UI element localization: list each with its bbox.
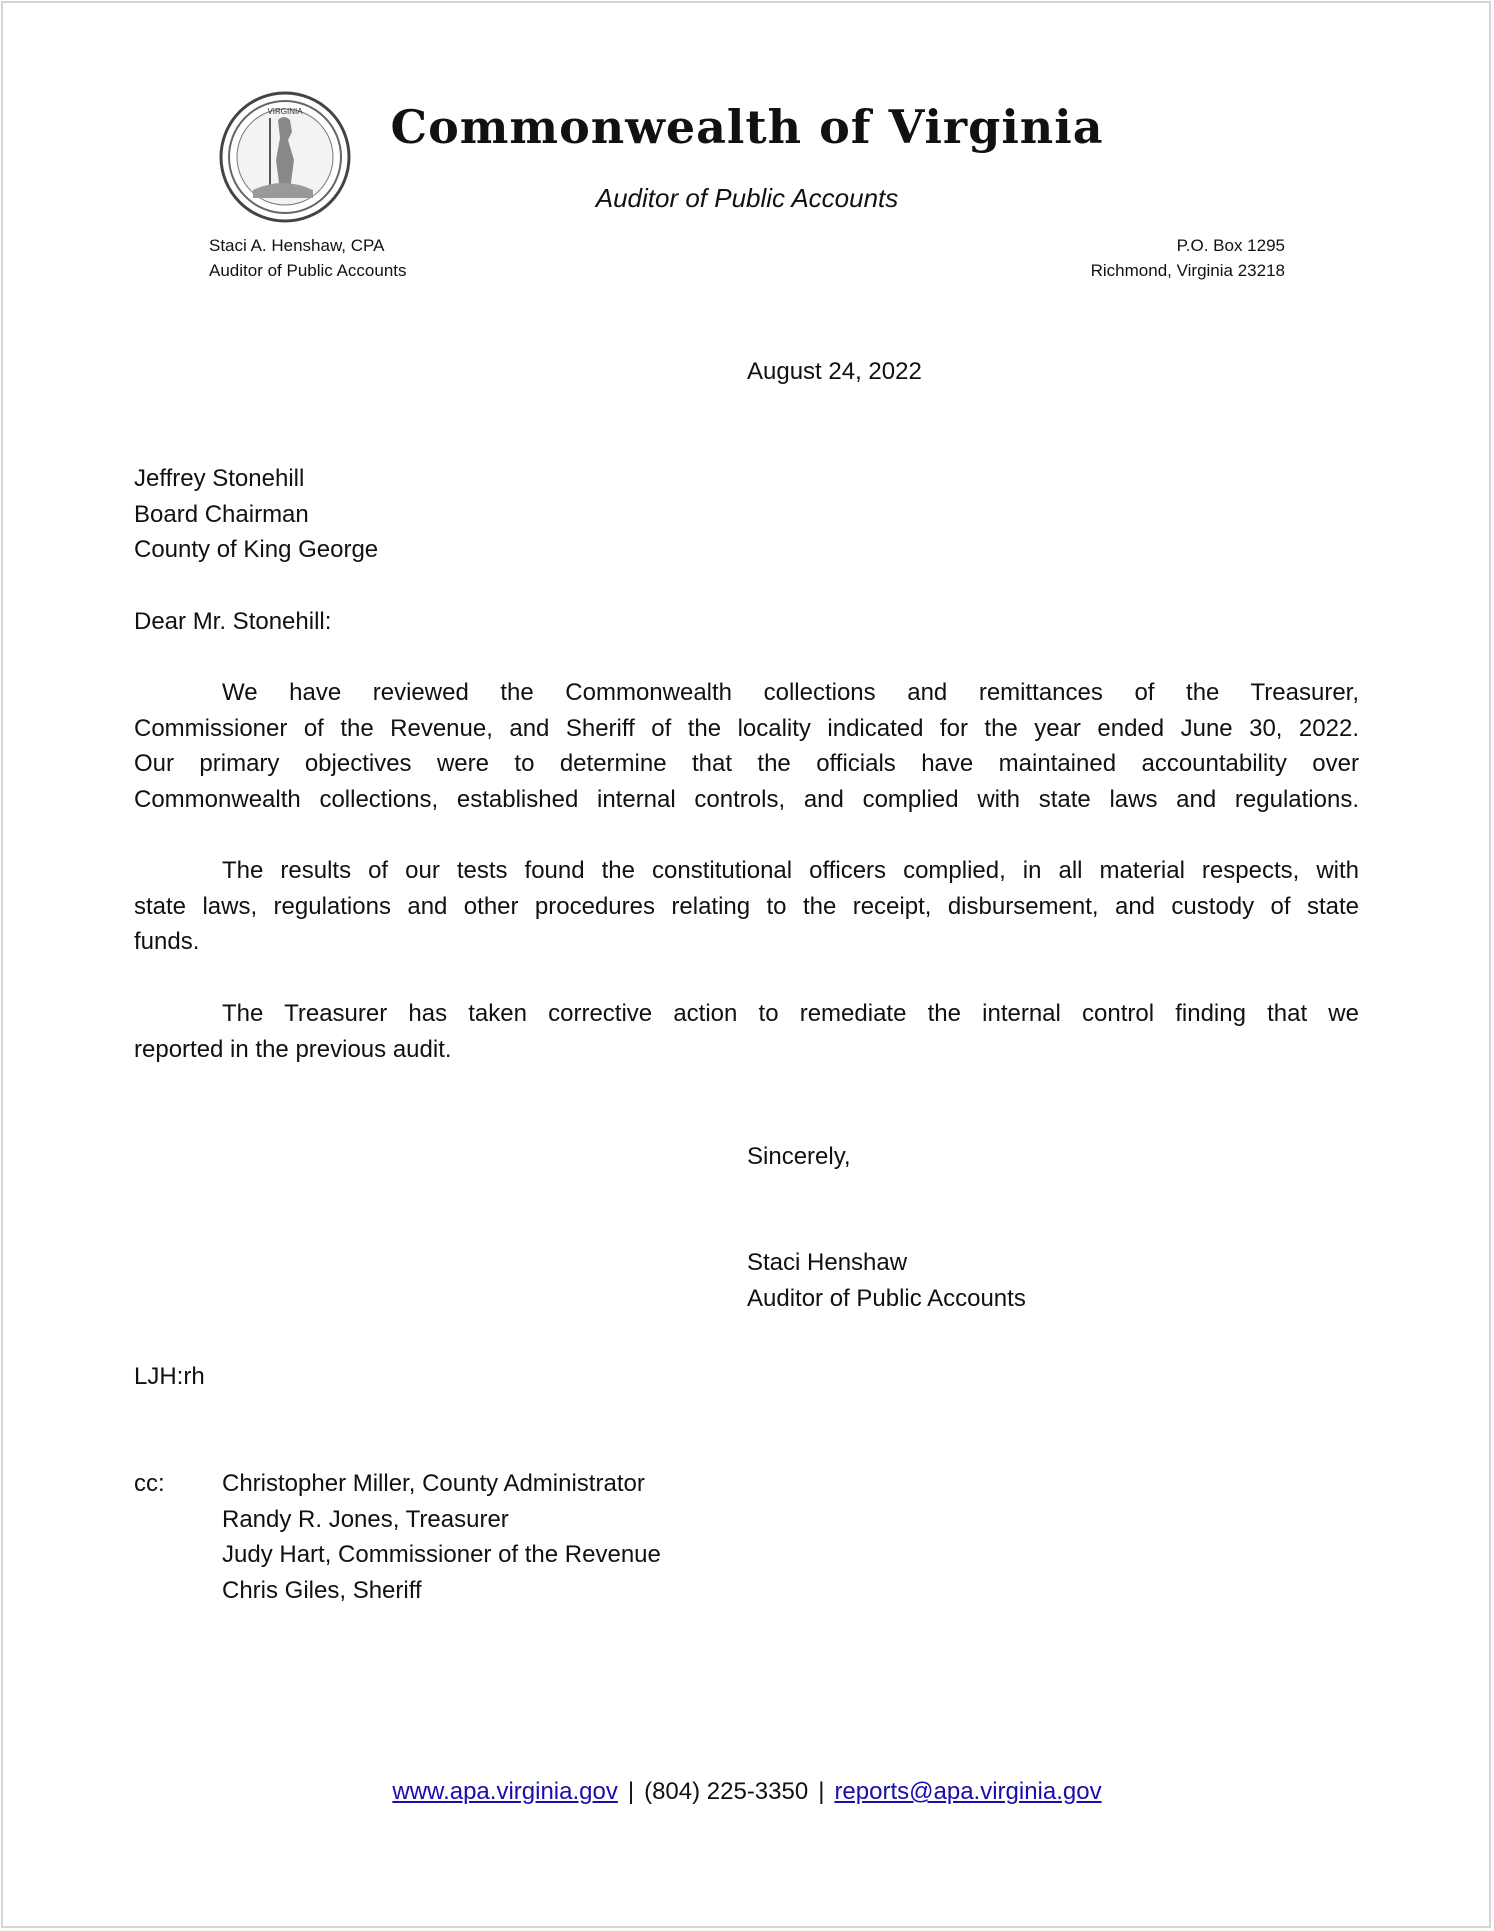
signature-block — [747, 1245, 1026, 1316]
paragraph-line: We have reviewed the Commonwealth collections and remittances of the Treasurer, — [222, 679, 1359, 706]
addressee-title: Board Chairman — [134, 500, 309, 528]
letterhead-right — [1091, 233, 1285, 283]
cc-recipient: Christopher Miller, County Administrator — [222, 1470, 645, 1497]
cc-recipient: Chris Giles, Sheriff — [222, 1577, 422, 1605]
paragraph-line: funds. — [134, 928, 200, 956]
letter-date: August 24, 2022 — [747, 358, 922, 385]
cc-recipient: Judy Hart, Commissioner of the Revenue — [222, 1541, 661, 1569]
auditor-name: Staci A. Henshaw, CPA — [209, 236, 385, 255]
cc-list — [222, 1466, 661, 1609]
addressee-block — [134, 461, 378, 568]
paragraph-line: Our primary objectives were to determine that the officials have maintained accountability over — [134, 750, 1359, 778]
paragraph-line: reported in the previous audit. — [134, 1035, 452, 1063]
paragraph-line: The Treasurer has taken corrective action to remediate the internal control finding that we — [222, 1000, 1359, 1027]
paragraph-line: Commonwealth collections, established internal controls, and complied with state laws and regulations. — [134, 786, 1359, 814]
addressee-name: Jeffrey Stonehill — [134, 465, 305, 492]
cc-label: cc: — [134, 1470, 165, 1497]
website-link[interactable]: www.apa.virginia.gov — [392, 1778, 618, 1805]
po-box: P.O. Box 1295 — [1176, 236, 1285, 255]
separator: | — [818, 1778, 825, 1805]
initials: LJH:rh — [134, 1363, 205, 1390]
letterhead-title: Commonwealth of Virginia — [390, 100, 1104, 154]
cc-recipient: Randy R. Jones, Treasurer — [222, 1505, 509, 1533]
paragraph-line: state laws, regulations and other procedures relating to the receipt, disbursement, and custody of state — [134, 892, 1359, 920]
letterhead-subtitle: Auditor of Public Accounts — [595, 183, 899, 213]
seal-text: VIRGINIA — [267, 107, 303, 116]
closing: Sincerely, — [747, 1143, 851, 1170]
paragraph-2 — [134, 853, 1359, 960]
page-frame — [1, 1, 1491, 1928]
paragraph-3 — [134, 996, 1359, 1067]
paragraph-line: The results of our tests found the constitutional officers complied, in all material respects, with — [222, 857, 1359, 884]
signer-title: Auditor of Public Accounts — [747, 1284, 1026, 1312]
email-link[interactable]: reports@apa.virginia.gov — [834, 1778, 1102, 1805]
auditor-title: Auditor of Public Accounts — [209, 261, 407, 280]
salutation: Dear Mr. Stonehill: — [134, 608, 332, 635]
separator: | — [627, 1778, 635, 1805]
city-state: Richmond, Virginia 23218 — [1090, 261, 1285, 280]
footer — [0, 1778, 1494, 1806]
addressee-org: County of King George — [134, 536, 379, 564]
paragraph-line: Commissioner of the Revenue, and Sheriff of the locality indicated for the year ended June 30, 2022. — [134, 714, 1359, 742]
paragraph-1 — [134, 675, 1359, 818]
phone-number: (804) 225-3350 — [644, 1778, 809, 1805]
letterhead-left — [209, 233, 407, 283]
signer-name: Staci Henshaw — [747, 1249, 908, 1276]
